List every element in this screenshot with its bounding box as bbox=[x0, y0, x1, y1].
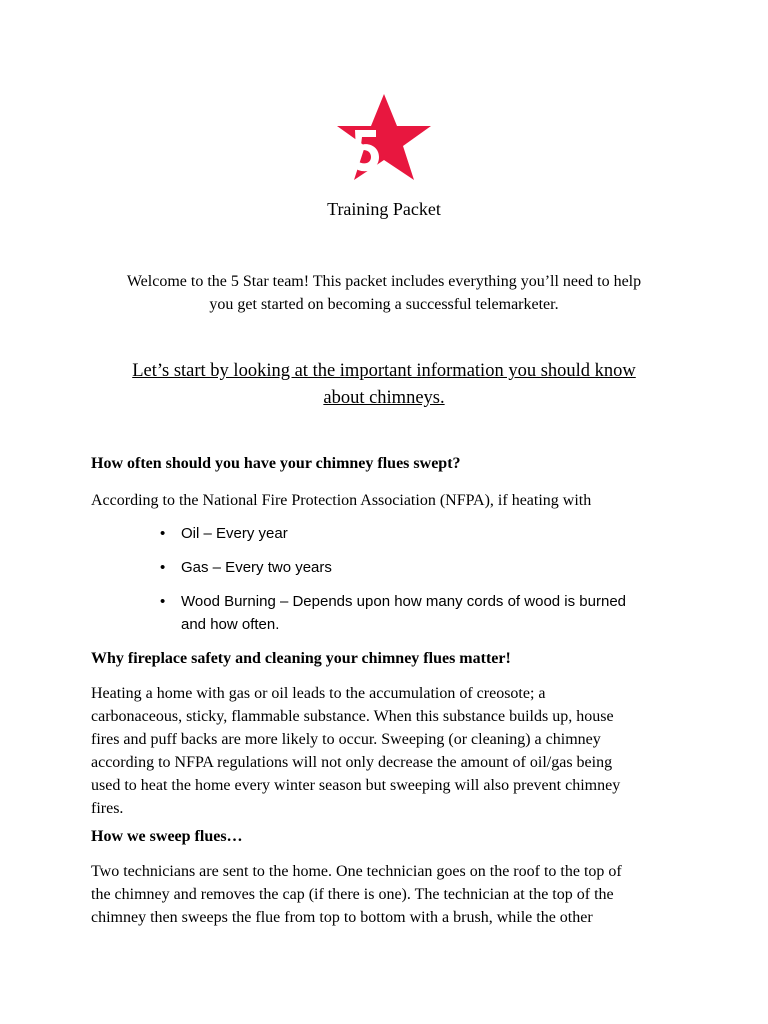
section-heading-why-matters: Why fireplace safety and cleaning your chimney flues matter! bbox=[91, 650, 511, 667]
paragraph-line: carbonaceous, sticky, flammable substance. When this substance builds up, house bbox=[91, 708, 614, 725]
heading-line: Let’s start by looking at the important information you should know bbox=[132, 361, 636, 381]
list-item-text: and how often. bbox=[181, 616, 280, 633]
intro-paragraph bbox=[84, 270, 684, 316]
paragraph-line: fires and puff backs are more likely to occur. Sweeping (or cleaning) a chimney bbox=[91, 731, 601, 748]
paragraph-line: According to the National Fire Protection Association (NFPA), if heating with bbox=[91, 492, 592, 509]
list-item-oil bbox=[160, 522, 680, 545]
list-item-text: • Oil – Every year bbox=[181, 525, 288, 542]
intro-line: Welcome to the 5 Star team! This packet includes everything you’ll need to help bbox=[126, 273, 642, 290]
paragraph-line: the chimney and removes the cap (if there is one). The technician at the top of the bbox=[91, 886, 614, 903]
paragraph-line: used to heat the home every winter season but sweeping will also prevent chimney bbox=[91, 777, 621, 794]
nfpa-lead-paragraph bbox=[91, 489, 691, 512]
list-item-text: • Gas – Every two years bbox=[181, 559, 332, 576]
list-item-wood-burning bbox=[160, 590, 680, 636]
section-heading-how-often: How often should you have your chimney flues swept? bbox=[91, 455, 461, 472]
paragraph-line: Two technicians are sent to the home. One technician goes on the roof to the top of bbox=[91, 863, 622, 880]
list-item-text: • Wood Burning – Depends upon how many cords of wood is burned bbox=[181, 593, 626, 610]
section-heading-how-we-sweep: How we sweep flues… bbox=[91, 828, 243, 845]
sweep-process-paragraph bbox=[91, 860, 691, 929]
paragraph-line: chimney then sweeps the flue from top to bottom with a brush, while the other bbox=[91, 909, 593, 926]
star-icon bbox=[337, 94, 431, 180]
chimney-info-heading bbox=[84, 358, 684, 412]
sweep-frequency-list bbox=[160, 522, 680, 636]
list-item-gas bbox=[160, 556, 680, 579]
paragraph-line: Heating a home with gas or oil leads to the accumulation of creosote; a bbox=[91, 685, 546, 702]
heading-line: about chimneys. bbox=[323, 388, 445, 408]
paragraph-line: fires. bbox=[91, 800, 124, 817]
document-title: Training Packet bbox=[327, 199, 441, 219]
five-star-logo bbox=[336, 92, 432, 188]
creosote-paragraph bbox=[91, 682, 691, 820]
intro-line: you get started on becoming a successful telemarketer. bbox=[209, 296, 559, 313]
paragraph-line: according to NFPA regulations will not only decrease the amount of oil/gas being bbox=[91, 754, 613, 771]
